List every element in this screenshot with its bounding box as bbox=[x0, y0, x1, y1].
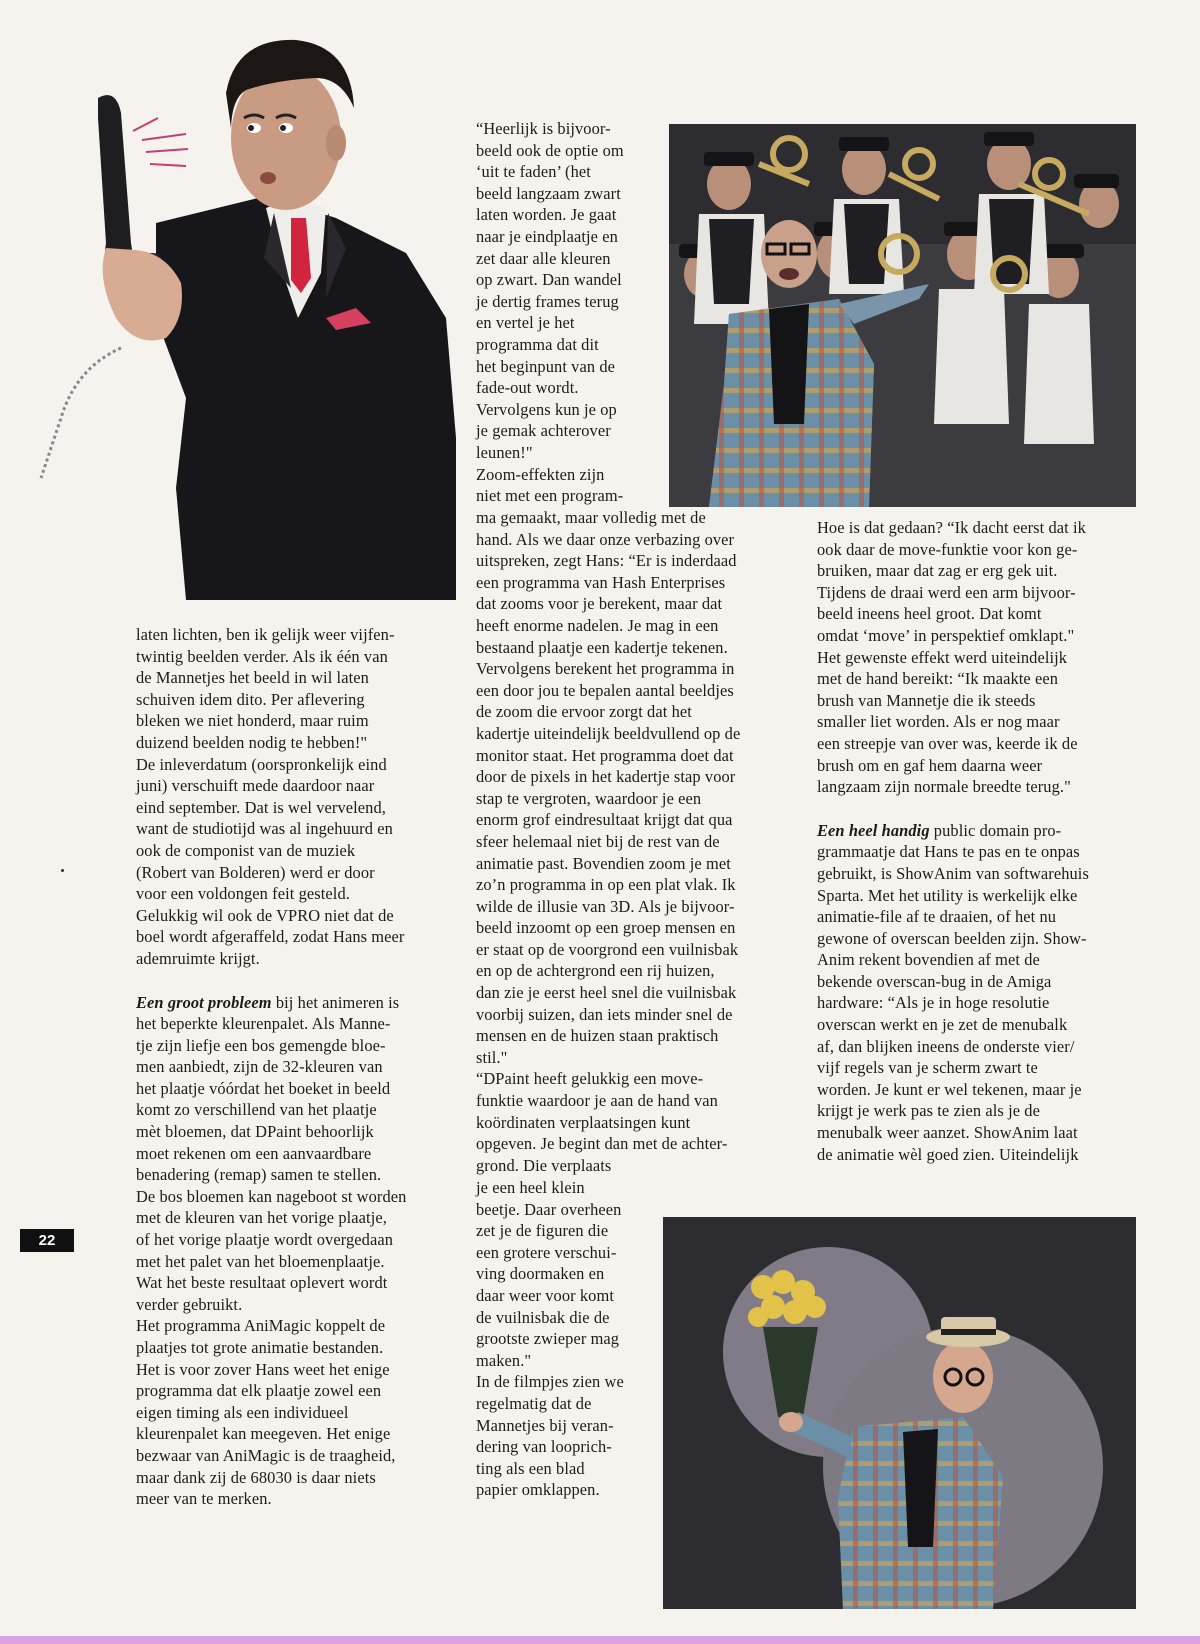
paragraph-line: sfeer helemaal niet bij de rest van de bbox=[476, 831, 720, 851]
photo-man-on-phone bbox=[36, 18, 456, 600]
paragraph-line: omdat ‘move’ in perspektief omklapt." bbox=[817, 625, 1075, 645]
paragraph-line: de animatie wèl goed zien. Uiteindelijk bbox=[817, 1144, 1079, 1164]
paragraph-line: ma gemaakt, maar volledig met de bbox=[476, 508, 706, 527]
scan-speck bbox=[61, 869, 64, 872]
paragraph-line: het beperkte kleurenpalet. Als Manne- bbox=[136, 1014, 391, 1034]
paragraph-line: Anim rekent bovendien af met de bbox=[817, 950, 1040, 970]
paragraph-line: maar dank zij de 68030 is daar niets bbox=[136, 1467, 376, 1487]
paragraph-line: zet je de figuren die bbox=[476, 1221, 609, 1241]
paragraph-line: Het gewenste effekt werd uiteindelijk bbox=[817, 647, 1068, 667]
paragraph-line: je dertig frames terug bbox=[476, 291, 619, 311]
paragraph-line: een door jou te bepalen aantal beeldjes bbox=[476, 680, 734, 700]
paragraph-line: mèt bloemen, dat DPaint behoorlijk bbox=[136, 1122, 374, 1142]
paragraph-line: en op de achtergrond een rij huizen, bbox=[476, 961, 715, 981]
paragraph-line: de Mannetjes het beeld in wil laten bbox=[136, 668, 369, 688]
paragraph-line: ‘uit te faden’ (het bbox=[476, 162, 591, 182]
paragraph-line: men aanbiedt, zijn de 32-kleuren van bbox=[136, 1057, 383, 1077]
paragraph-line: papier omklappen. bbox=[476, 1480, 600, 1500]
paragraph-line: zet daar alle kleuren bbox=[476, 248, 611, 268]
scan-edge bbox=[0, 1636, 1200, 1644]
paragraph-line: bleken we niet honderd, maar ruim bbox=[136, 711, 369, 731]
paragraph-line: beeld ineens heel groot. Dat komt bbox=[817, 604, 1042, 624]
paragraph-line: je gemak achterover bbox=[476, 421, 611, 441]
photo-man-with-flowers bbox=[663, 1217, 1136, 1609]
paragraph-line: kadertje uiteindelijk beeldvullend op de bbox=[476, 723, 741, 743]
paragraph-line: stap te vergroten, waardoor je een bbox=[476, 788, 702, 808]
paragraph-line: grootste zwieper mag bbox=[476, 1329, 620, 1349]
paragraph-line: plaatjes tot grote animatie bestanden. bbox=[136, 1338, 384, 1357]
paragraph-line: (Robert van Bolderen) werd er door bbox=[136, 862, 375, 882]
paragraph-line: ook daar de move-funktie voor kon ge- bbox=[817, 539, 1078, 559]
paragraph-line: voor een voldongen feit gesteld. bbox=[136, 884, 350, 904]
paragraph-line: moet rekenen om een aanvaardbare bbox=[136, 1143, 372, 1163]
paragraph-line: juni) verschuift mede daardoor naar bbox=[136, 776, 375, 796]
lead-in: Een heel handig bbox=[817, 820, 930, 840]
paragraph-line: In de filmpjes zien we bbox=[476, 1372, 624, 1392]
paragraph-line: De inleverdatum (oorspronkelijk eind bbox=[136, 754, 387, 774]
paragraph-line: bekende overscan-bug in de Amiga bbox=[817, 971, 1052, 991]
paragraph-line: komt zo verschillend van het plaatje bbox=[136, 1100, 377, 1120]
paragraph-line: hardware: “Als je in hoge resolutie bbox=[817, 993, 1050, 1013]
paragraph-line: kleurenpalet kan meegeven. Het enige bbox=[136, 1424, 391, 1444]
paragraph-line: benadering (remap) samen te stellen. bbox=[136, 1165, 382, 1185]
paragraph-line: met de kleuren van het vorige plaatje, bbox=[136, 1208, 387, 1228]
paragraph-line: Vervolgens kun je op bbox=[476, 399, 617, 419]
paragraph-line: de zoom die ervoor zorgt dat het bbox=[476, 702, 692, 722]
paragraph-line: dat zooms voor je berekent, maar dat bbox=[476, 594, 723, 614]
paragraph-line: op zwart. Dan wandel bbox=[476, 270, 622, 290]
paragraph-line: beetje. Daar overheen bbox=[476, 1199, 622, 1219]
paragraph-line: programma dat elk plaatje zowel een bbox=[136, 1381, 382, 1401]
paragraph-line: daar weer voor komt bbox=[476, 1285, 614, 1305]
paragraph-line: opgeven. Je begint dan met de achter- bbox=[476, 1134, 728, 1154]
paragraph-line: ting als een blad bbox=[476, 1458, 585, 1478]
paragraph-line: mensen en de huizen staan praktisch bbox=[476, 1026, 719, 1046]
paragraph-line: langzaam zijn normale breedte terug." bbox=[817, 777, 1071, 797]
paragraph-line: heeft enorme nadelen. Je mag in een bbox=[476, 615, 719, 635]
paragraph-line: bestaand plaatje een kadertje tekenen. bbox=[476, 637, 728, 657]
paragraph-line: beeld ook de optie om bbox=[476, 140, 624, 160]
paragraph-line: koördinaten verplaatsingen kunt bbox=[476, 1112, 691, 1132]
middle-column-wide bbox=[476, 507, 806, 1176]
paragraph-line: uitspreken, zegt Hans: “Er is inderdaad bbox=[476, 551, 737, 571]
paragraph-line: gebruikt, is ShowAnim van softwarehuis bbox=[817, 863, 1089, 883]
paragraph-line: een streepje van over was, keerde ik de bbox=[817, 733, 1078, 753]
paragraph-line: hand. Als we daar onze verbazing over bbox=[476, 529, 735, 549]
paragraph-line: een programma van Hash Enterprises bbox=[476, 572, 726, 592]
paragraph-line: regelmatig dat de bbox=[476, 1393, 592, 1413]
paragraph-line: Tijdens de draai werd een arm bijvoor- bbox=[817, 582, 1076, 602]
paragraph-line: beeld langzaam zwart bbox=[476, 183, 621, 203]
paragraph-line: Een groot probleem bij het animeren is bbox=[136, 992, 400, 1012]
paragraph-line: niet met een program- bbox=[476, 486, 624, 506]
paragraph-line: door de pixels in het kadertje stap voor bbox=[476, 767, 736, 787]
right-column bbox=[817, 517, 1147, 1165]
paragraph-line: of het vorige plaatje wordt overgedaan bbox=[136, 1230, 393, 1250]
paragraph-line: met het palet van het bloemenplaatje. bbox=[136, 1251, 385, 1271]
paragraph-line: duizend beelden nodig te hebben!" bbox=[136, 732, 368, 752]
paragraph-line: meer van te merken. bbox=[136, 1489, 272, 1509]
paragraph-line: Het is voor zover Hans weet het enige bbox=[136, 1359, 390, 1379]
paragraph-line: animatie past. Bovendien zoom je met bbox=[476, 853, 731, 873]
paragraph-line: naar je eindplaatje en bbox=[476, 226, 618, 246]
paragraph-line: de vuilnisbak die de bbox=[476, 1307, 610, 1327]
paragraph-line: je een heel klein bbox=[476, 1178, 585, 1197]
paragraph-line: smaller liet worden. Als er nog maar bbox=[817, 712, 1060, 732]
paragraph-line: laten worden. Je gaat bbox=[476, 205, 617, 225]
paragraph-line: overscan werkt en je zet de menubalk bbox=[817, 1015, 1068, 1035]
paragraph-line: Zoom-effekten zijn bbox=[476, 464, 605, 484]
paragraph-line: stil." bbox=[476, 1047, 508, 1067]
paragraph-line: Een heel handig public domain pro- bbox=[817, 820, 1062, 840]
lead-in: Een groot probleem bbox=[136, 992, 272, 1012]
paragraph-line: er staat op de voorgrond een vuilnisbak bbox=[476, 939, 739, 959]
paragraph-line: het plaatje vóórdat het boeket in beeld bbox=[136, 1078, 391, 1098]
paragraph-line: schuiven idem dito. Per aflevering bbox=[136, 689, 365, 709]
paragraph-line: Vervolgens berekent het programma in bbox=[476, 659, 735, 679]
paragraph-line: beeld inzoomt op een groep mensen en bbox=[476, 918, 736, 938]
paragraph-line: tje zijn liefje een bos gemengde bloe- bbox=[136, 1035, 386, 1055]
paragraph-line: fade-out wordt. bbox=[476, 378, 579, 398]
paragraph-line: twintig beelden verder. Als ik één van bbox=[136, 646, 388, 666]
paragraph-line: eind september. Dat is wel vervelend, bbox=[136, 797, 386, 817]
paragraph-line: menubalk weer aanzet. ShowAnim laat bbox=[817, 1123, 1078, 1143]
paragraph-line: Het programma AniMagic koppelt de bbox=[136, 1316, 386, 1336]
page-number: 22 bbox=[20, 1229, 74, 1252]
paragraph-line: want de studiotijd was al ingehuurd en bbox=[136, 819, 393, 839]
paragraph-line: laten lichten, ben ik gelijk weer vijfen- bbox=[136, 625, 395, 644]
paragraph-line: gewone of overscan beelden zijn. Show- bbox=[817, 928, 1087, 948]
paragraph-line: een grotere verschui- bbox=[476, 1242, 617, 1262]
left-column bbox=[136, 624, 468, 1510]
paragraph-line: monitor staat. Het programma doet dat bbox=[476, 745, 734, 765]
paragraph-line: “Heerlijk is bijvoor- bbox=[476, 119, 611, 138]
paragraph-line: animatie-file af te draaien, of het nu bbox=[817, 907, 1057, 927]
paragraph-line: boel wordt afgeraffeld, zodat Hans meer bbox=[136, 927, 405, 947]
paragraph-line: grond. Die verplaats bbox=[476, 1155, 612, 1175]
paragraph-line: eigen timing als een individueel bbox=[136, 1402, 349, 1422]
paragraph-line: brush om en gaf hem daarna weer bbox=[817, 755, 1043, 775]
paragraph-line: vijf regels van je scherm zwart te bbox=[817, 1058, 1038, 1078]
paragraph-line: programma dat dit bbox=[476, 334, 599, 354]
paragraph-line: leunen!" bbox=[476, 442, 533, 462]
paragraph-line: dering van looprich- bbox=[476, 1437, 612, 1457]
paragraph-line: met de hand bereikt: “Ik maakte een bbox=[817, 669, 1059, 689]
paragraph-line: brush van Mannetje die ik steeds bbox=[817, 690, 1036, 710]
photo-brass-band bbox=[669, 124, 1136, 507]
paragraph-line: Hoe is dat gedaan? “Ik dacht eerst dat ik bbox=[817, 518, 1086, 537]
paragraph-line: funktie waardoor je aan de hand van bbox=[476, 1091, 718, 1111]
paragraph-line: zo’n programma in op een plat vlak. Ik bbox=[476, 875, 736, 895]
paragraph-line: maken." bbox=[476, 1350, 532, 1370]
paragraph-line: verder gebruikt. bbox=[136, 1294, 243, 1314]
paragraph-line: ving doormaken en bbox=[476, 1264, 605, 1284]
paragraph-line: dan zie je eerst heel snel die vuilnisbak bbox=[476, 983, 737, 1003]
paragraph-line: Mannetjes bij veran- bbox=[476, 1415, 614, 1435]
paragraph-line: Gelukkig wil ook de VPRO niet dat de bbox=[136, 905, 394, 925]
paragraph-line: ook de componist van de muziek bbox=[136, 840, 356, 860]
paragraph-line: ademruimte krijgt. bbox=[136, 948, 260, 968]
paragraph-line: enorm grof eindresultaat krijgt dat qua bbox=[476, 810, 733, 830]
paragraph-line: wilde de illusie van 3D. Als je bijvoor- bbox=[476, 896, 735, 916]
paragraph-line: krijgt je werk pas te zien als je de bbox=[817, 1101, 1040, 1121]
paragraph-line: af, dan blijken ineens de onderste vier/ bbox=[817, 1036, 1075, 1056]
middle-column-bottom bbox=[476, 1177, 661, 1501]
paragraph-line: Wat het beste resultaat oplevert wordt bbox=[136, 1273, 388, 1293]
paragraph-line: het beginpunt van de bbox=[476, 356, 616, 376]
paragraph-line: bruiken, maar dat zag er erg gek uit. bbox=[817, 561, 1058, 581]
paragraph-line: Sparta. Met het utility is werkelijk elke bbox=[817, 885, 1078, 905]
paragraph-line: “DPaint heeft gelukkig een move- bbox=[476, 1069, 704, 1089]
paragraph-line: voorbij suizen, dan iets minder snel de bbox=[476, 1004, 733, 1024]
paragraph-line: worden. Je kunt er wel tekenen, maar je bbox=[817, 1079, 1082, 1099]
paragraph-line: bezwaar van AniMagic is de traagheid, bbox=[136, 1445, 396, 1465]
paragraph-line: en vertel je het bbox=[476, 313, 575, 333]
middle-column-top bbox=[476, 118, 666, 507]
paragraph-line: grammaatje dat Hans te pas en te onpas bbox=[817, 842, 1080, 862]
paragraph-line: De bos bloemen kan nageboot st worden bbox=[136, 1186, 407, 1206]
